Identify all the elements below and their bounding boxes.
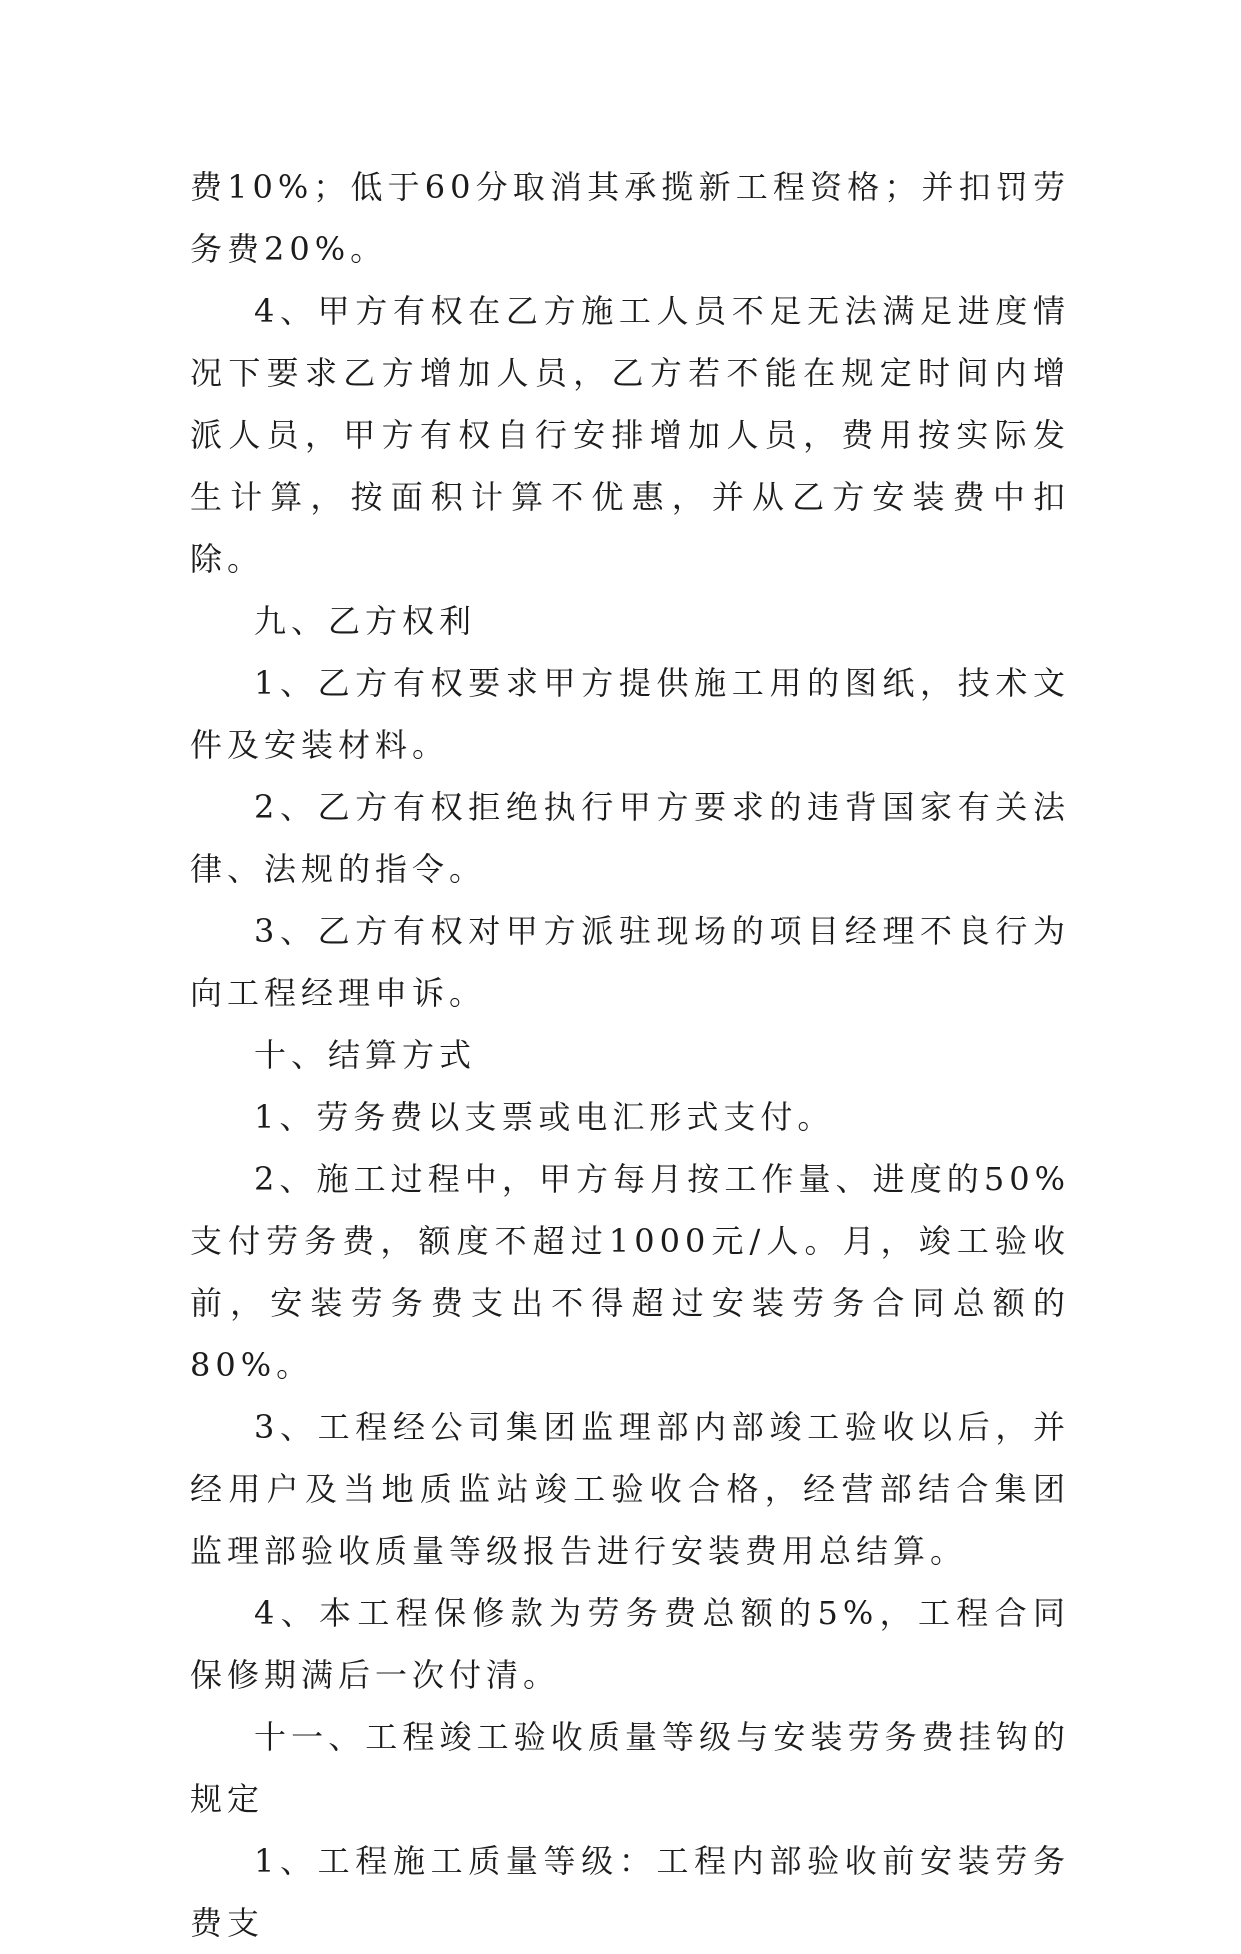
paragraph: 2、乙方有权拒绝执行甲方要求的违背国家有关法律、法规的指令。 bbox=[190, 788, 1070, 888]
paragraph: 4、本工程保修款为劳务费总额的5%，工程合同保修期满后一次付清。 bbox=[190, 1594, 1070, 1694]
paragraph: 2、施工过程中，甲方每月按工作量、进度的50%支付劳务费，额度不超过1000元/人。月，竣工验收前，安装劳务费支出不得超过安装劳务合同总额的80%。 bbox=[190, 1160, 1070, 1384]
section-heading: 十一、工程竣工验收质量等级与安装劳务费挂钩的规定 bbox=[190, 1718, 1070, 1818]
paragraph: 1、工程施工质量等级：工程内部验收前安装劳务费支 bbox=[190, 1842, 1070, 1942]
paragraph: 1、劳务费以支票或电汇形式支付。 bbox=[254, 1098, 835, 1136]
section-heading: 十、结算方式 bbox=[254, 1036, 477, 1074]
paragraph: 3、工程经公司集团监理部内部竣工验收以后，并经用户及当地质监站竣工验收合格，经营部结合集团监理部验收质量等级报告进行安装费用总结算。 bbox=[190, 1408, 1070, 1570]
section-heading: 九、乙方权利 bbox=[254, 602, 477, 640]
paragraph: 4、甲方有权在乙方施工人员不足无法满足进度情况下要求乙方增加人员，乙方若不能在规定时间内增派人员，甲方有权自行安排增加人员，费用按实际发生计算，按面积计算不优惠，并从乙方安装费中扣除。 bbox=[190, 292, 1070, 578]
paragraph: 费10%；低于60分取消其承揽新工程资格；并扣罚劳务费20%。 bbox=[190, 168, 1070, 268]
document-body bbox=[190, 156, 1070, 1954]
paragraph: 3、乙方有权对甲方派驻现场的项目经理不良行为向工程经理申诉。 bbox=[190, 912, 1070, 1012]
paragraph: 1、乙方有权要求甲方提供施工用的图纸，技术文件及安装材料。 bbox=[190, 664, 1070, 764]
